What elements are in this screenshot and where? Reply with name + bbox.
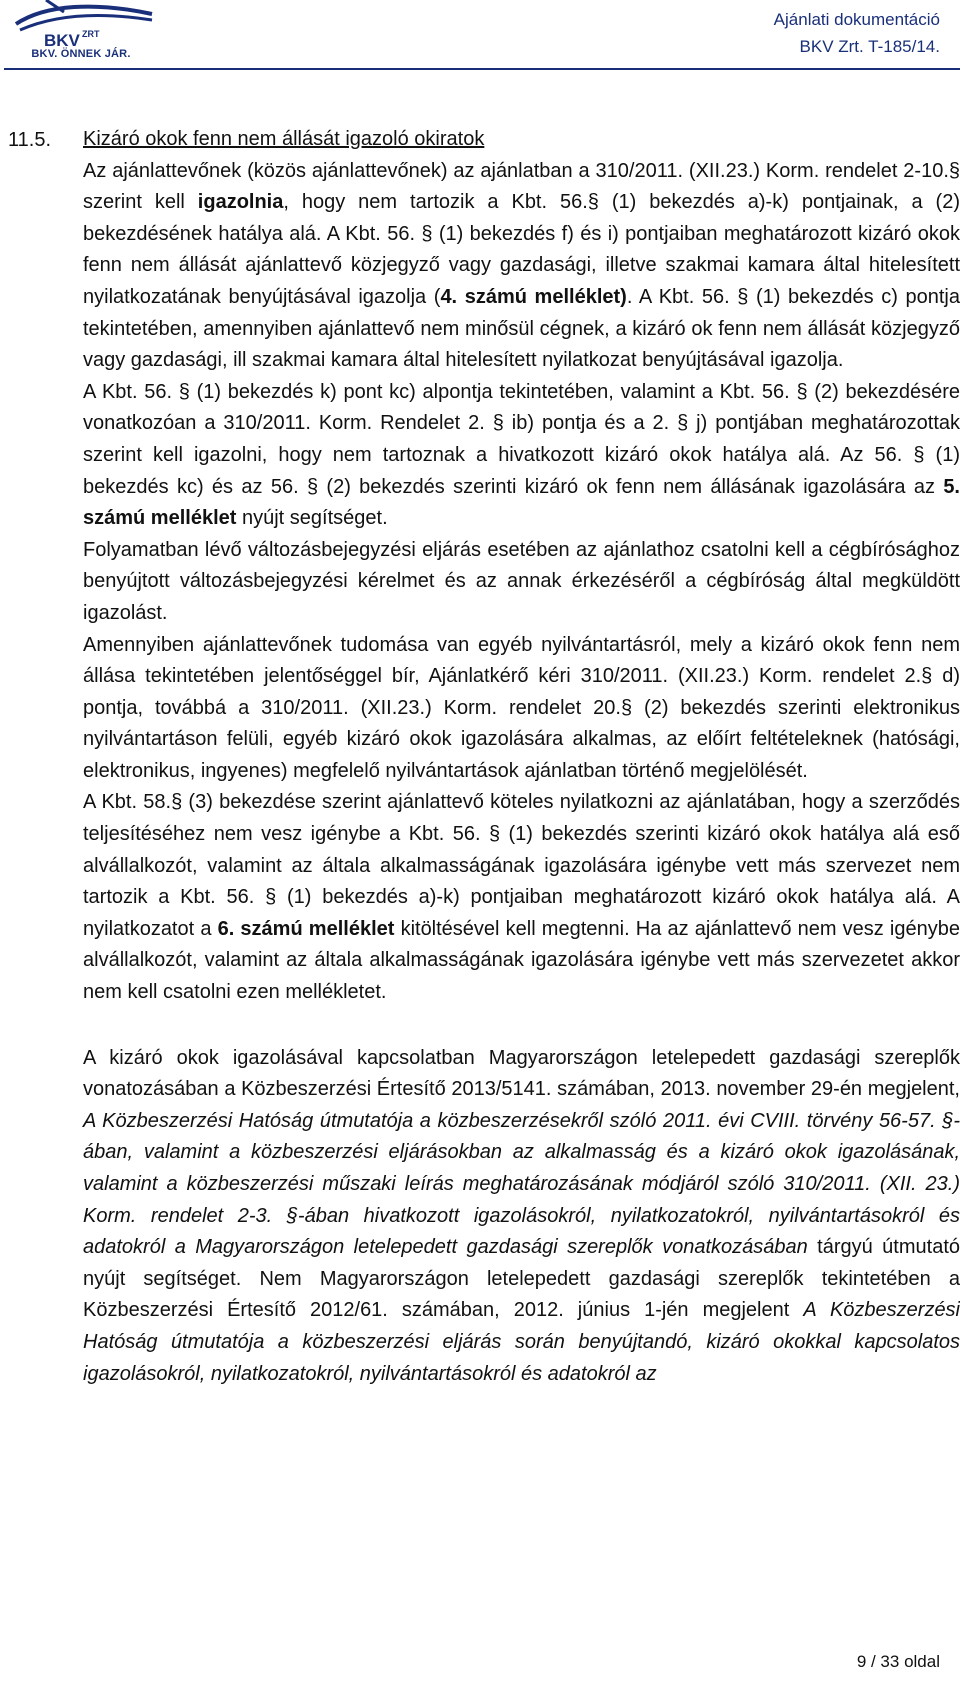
doc-title: Ajánlati dokumentáció bbox=[773, 10, 940, 29]
p1-bold-annex-4: 4. számú melléklet) bbox=[440, 285, 627, 308]
p1-part-c: , hogy nem tartozik a Kbt. 56.§ (1) bekezdés a)-k) pontjainak, a (2) bekezdésének hatálya alá. A Kbt. 56. § (1) bekezdés f) és i) pontjaiban meghatározott kizáró okok fenn nem állását ajánlattevő közjegyző vagy gazdasági, illetve szakmai kamara által hitelesített nyilatkozatának benyújtásával igazolja ( bbox=[83, 191, 960, 308]
p1-part-a: Az ajánlattevőnek (közös ajánlattevőnek) az ajánlatban a 310/2011. (XII.23.) Korm. rendelet 2-10.§ szerint kell bbox=[83, 159, 960, 214]
paragraph-4: Amennyiben ajánlattevőnek tudomása van egyéb nyilvántartásról, mely a kizáró okok fenn nem állása tekintetében jelentőséggel bír, Ajánlatkérő kéri 310/2011. (XII.23.) Korm. rendelet 2.§ d) pontja, továbbá a 310/2011. (XII.23.) Korm. rendelet 20.§ (2) bekezdés szerinti elektronikus nyilvántartáson felüli, egyéb kizáró okok igazolására alkalmas, az előírt feltételeknek (hatósági, elektronikus, ingyenes) megfelelő nyilvántartások ajánlatban történő megjelölését. bbox=[83, 633, 960, 782]
p2-part-a: A Kbt. 56. § (1) bekezdés k) pont kc) alpontja tekintetében, valamint a Kbt. 56. § (2) bekezdésére vonatkozóan a 310/2011. Korm. Rendelet 2. § ib) pontja és a 2. § j) pontjában meghatározottak szerint kell igazolni, hogy nem tartoznak a hivatkozott kizáró okok hatálya alá. Az 56. § (1) bekezdés kc) és az 56. § (2) bekezdés szerinti kizáró ok fenn nem állásának igazolására az bbox=[83, 380, 960, 498]
paragraph-gap bbox=[83, 1009, 960, 1043]
p1-bold-igazolnia: igazolnia bbox=[197, 191, 284, 214]
paragraph-6 bbox=[83, 1043, 960, 1391]
bkv-logo-graphic bbox=[6, 0, 156, 48]
p2-bold-annex-5: 5. számú melléklet bbox=[83, 475, 960, 530]
logo-slogan: BKV. ÖNNEK JÁR. bbox=[31, 48, 131, 60]
p1-part-e: . A Kbt. 56. § (1) bekezdés c) pontja tekintetében, amennyiben ajánlattevő nem minősül cégnek, a kizáró ok fenn nem állását közjegyző vagy gazdasági, ill szakmai kamara által hitelesített nyilatkozat benyújtásával igazolja. bbox=[83, 285, 960, 372]
p5-bold-annex-6: 6. számú melléklet bbox=[217, 917, 395, 940]
logo-suffix: ZRT bbox=[82, 29, 100, 39]
section-body bbox=[83, 124, 960, 1390]
p6-part-a: A kizáró okok igazolásával kapcsolatban Magyarországon letelepedett gazdasági szereplők vonatozásában a Közbeszerzési Értesítő 2013/5141. számában, 2013. november 29-én megjelent, bbox=[83, 1046, 960, 1101]
p6-part-c: tárgyú útmutató nyújt segítséget. Nem Magyarországon letelepedett gazdasági szereplők tekintetében a Közbeszerzési Értesítő 2012/61. számában, 2012. június 1-jén megjelent bbox=[83, 1236, 960, 1322]
page-number: 9 / 33 oldal bbox=[856, 1652, 940, 1671]
bkv-logo bbox=[6, 0, 156, 72]
header-divider bbox=[4, 68, 960, 70]
paragraph-2 bbox=[83, 377, 960, 535]
p5-part-c: kitöltésével kell megtenni. Ha az ajánlattevő nem vesz igénybe alvállalkozót, valamint az általa alkalmasságának igazolására igénybe vett más szervezetet akkor nem kell csatolni ezen mellékletet. bbox=[83, 917, 960, 1004]
paragraph-1 bbox=[83, 156, 960, 377]
paragraph-3: Folyamatban lévő változásbejegyzési eljárás esetében az ajánlathoz csatolni kell a cégbírósághoz benyújtott változásbejegyzési kérelmet és az annak érkezéséről a cégbíróság által megküldött igazolást. bbox=[83, 538, 960, 624]
p2-part-c: nyújt segítséget. bbox=[236, 507, 388, 530]
p6-italic-guide-title-1: A Közbeszerzési Hatóság útmutatója a közbeszerzésekről szóló 2011. évi CVIII. törvény 56-57. §-ában, valamint a közbeszerzési eljárásokban az alkalmasság és a kizáró okok igazolásának, valamint a közbeszerzési műszaki leírás meghatározásának módjáról szóló 310/2011. (XII. 23.) Korm. rendelet 2-3. §-ában hivatkozott igazolásokról, nyilatkozatokról, nyilvántartásokról és adatokról a Magyarországon letelepedett gazdasági szereplők vonatkozásában bbox=[83, 1109, 960, 1259]
p6-italic-guide-title-2: A Közbeszerzési Hatóság útmutatója a közbeszerzési eljárás során benyújtandó, kizáró okokkal kapcsolatos igazolásokról, nyilatkozatokról, nyilvántartásokról és adatokról az bbox=[83, 1299, 960, 1385]
section-title: Kizáró okok fenn nem állását igazoló okiratok bbox=[83, 128, 485, 150]
doc-reference: BKV Zrt. T-185/14. bbox=[799, 37, 940, 56]
p5-part-a: A Kbt. 58.§ (3) bekezdése szerint ajánlattevő köteles nyilatkozni az ajánlatában, hogy a szerződés teljesítéséhez nem vesz igénybe a Kbt. 56. § (1) bekezdés szerinti kizáró okok hatálya alá eső alvállalkozót, valamint az általa alkalmasságának igazolására igénybe vett más szervezet nem tartozik a Kbt. 56. § (1) bekezdés a)-k) pontjaiban meghatározott kizáró okok hatálya alá. A nyilatkozatot a bbox=[83, 791, 960, 940]
paragraph-5 bbox=[83, 787, 960, 1008]
document-header bbox=[774, 6, 940, 60]
section-number: 11.5. bbox=[8, 129, 51, 151]
logo-brand: BKV bbox=[44, 31, 80, 48]
